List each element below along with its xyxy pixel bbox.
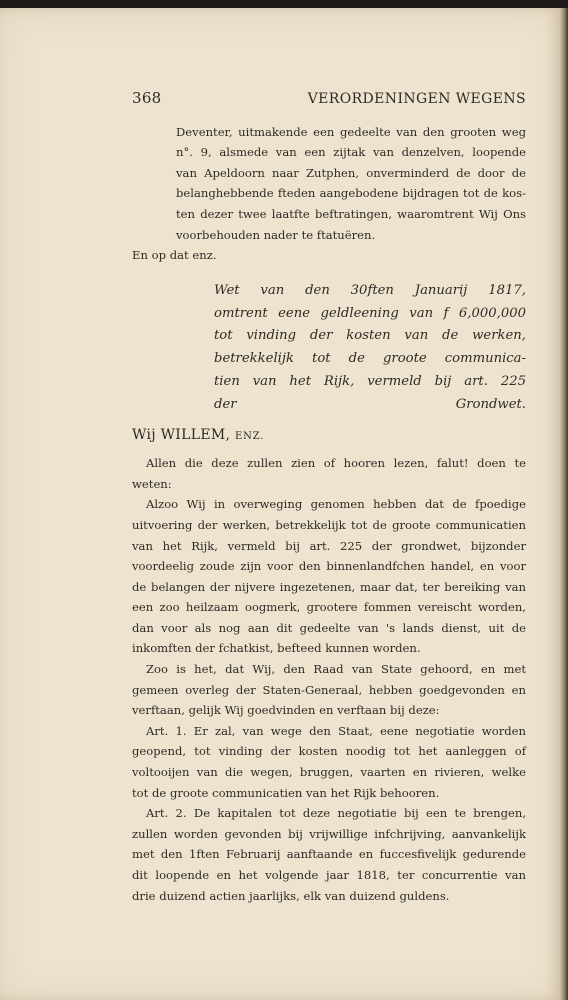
running-title: VERORDENINGEN WEGENS: [307, 91, 526, 107]
text-line: belanghebbende fteden aangebodene bijdragen tot de kos-: [176, 186, 526, 201]
sovereign-enz: ENZ.: [235, 430, 265, 442]
law-title-line: der Grondwet.: [214, 396, 526, 412]
text-line: ten dezer twee laatfte beftratingen, waaromtrent Wij Ons: [176, 206, 526, 221]
article-1-line: Art. 1. Er zal, van wege den Staat, eene negotiatie worden: [146, 723, 526, 738]
text-line: voorbehouden nader te ftatuëren.: [176, 227, 376, 242]
closing-formula: En op dat enz.: [132, 248, 217, 263]
law-title-line: Wet van den 30ften Januarij 1817,: [214, 282, 526, 298]
page-content: [132, 88, 526, 906]
sovereign-heading: [132, 425, 526, 448]
page-edge: [560, 8, 568, 1000]
law-title: [132, 280, 526, 417]
law-title-line: omtrent eene geldleening van f 6,000,000: [214, 305, 526, 321]
law-title-line: betrekkelijk tot de groote communica-: [214, 351, 526, 367]
law-title-line: tot vinding der kosten van de werken,: [214, 328, 526, 344]
text-line: met den 1ften Februarij aanftaande en fuccesfivelijk gedurende: [132, 847, 526, 862]
scan-top-border: [0, 0, 568, 8]
text-line: dit loopende en het volgende jaar 1818, ter concurrentie van: [132, 868, 526, 882]
text-line: van het Rijk, vermeld bij art. 225 der grondwet, bijzonder: [132, 538, 526, 553]
text-line: dan voor als nog aan dit gedeelte van 's lands dienst, uit de: [132, 620, 526, 635]
law-body: [132, 453, 526, 906]
text-line: inkomften der fchatkist, befteed kunnen worden.: [132, 641, 421, 656]
text-line: verftaan, gelijk Wij goedvinden en verftaan bij deze:: [132, 703, 440, 718]
text-line: weten:: [132, 476, 172, 491]
sovereign-name: Wij WILLEM,: [132, 426, 231, 443]
text-line: van Apeldoorn naar Zutphen, onverminderd de door de: [176, 165, 526, 180]
text-line: een zoo heilzaam oogmerk, grootere fommen vereischt worden,: [132, 600, 526, 615]
running-header: [132, 88, 526, 110]
page-number: 368: [132, 89, 162, 107]
law-title-line: tien van het Rijk, vermeld bij art. 225: [214, 373, 526, 389]
text-line: Allen die deze zullen zien of hooren lezen, falut! doen te: [146, 456, 526, 471]
text-line: zullen worden gevonden bij vrijwillige infchrijving, aanvankelijk: [132, 826, 526, 841]
continuation-paragraph: [132, 122, 526, 246]
text-line: Deventer, uitmakende een gedeelte van den grooten weg: [176, 124, 526, 139]
text-line: voordeelig zoude zijn voor den binnenlandfchen handel, en voor: [132, 559, 526, 574]
article-2-line: Art. 2. De kapitalen tot deze negotiatie bij een te brengen,: [146, 806, 526, 821]
text-line: Alzoo Wij in overweging genomen hebben dat de fpoedige: [146, 497, 526, 512]
text-line: geopend, tot vinding der kosten noodig tot het aanleggen of: [132, 744, 526, 759]
text-line: tot de groote communicatien van het Rijk behooren.: [132, 785, 440, 800]
text-line: drie duizend actien jaarlijks, elk van duizend guldens.: [132, 888, 450, 903]
text-line: de belangen der nijvere ingezetenen, maar dat, ter bereiking van: [132, 579, 526, 594]
text-line: gemeen overleg der Staten-Generaal, hebben goedgevonden en: [132, 682, 526, 697]
text-line: uitvoering der werken, betrekkelijk tot de groote communicatien: [132, 517, 526, 532]
text-line: voltooijen van die wegen, bruggen, vaarten en rivieren, welke: [132, 765, 526, 780]
text-line: n°. 9, alsmede van een zijtak van denzelven, loopende: [176, 145, 526, 160]
text-line: Zoo is het, dat Wij, den Raad van State gehoord, en met: [146, 662, 526, 677]
